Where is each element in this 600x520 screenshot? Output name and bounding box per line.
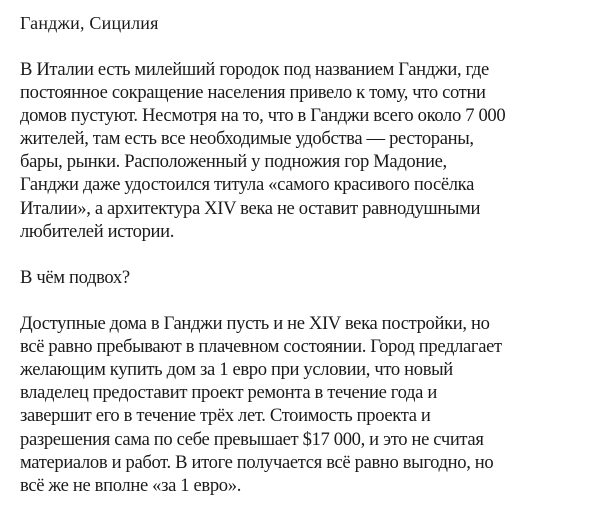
paragraph-line: постоянное сокращение населения привело к тому, что сотни — [20, 82, 486, 104]
paragraph-line: любителей истории. — [20, 220, 175, 242]
intro-paragraph — [20, 58, 595, 243]
paragraph-line: жителей, там есть все необходимые удобства — рестораны, — [20, 128, 474, 150]
article-title: Ганджи, Сицилия — [20, 13, 159, 33]
article — [20, 12, 595, 520]
catch-paragraph — [20, 312, 595, 497]
paragraph-line: всё же не вполне «за 1 евро». — [20, 474, 242, 496]
paragraph-line: желающим купить дом за 1 евро при условии, что новый — [20, 359, 453, 381]
paragraph-line: Ганджи даже удостоился титула «самого красивого посёлка — [20, 174, 474, 196]
paragraph-line: Доступные дома в Ганджи пусть и не XIV века постройки, но — [20, 313, 490, 335]
paragraph-line: материалов и работ. В итоге получается всё равно выгодно, но — [20, 451, 494, 473]
paragraph-line: всё равно пребывают в плачевном состоянии. Город предлагает — [20, 336, 502, 358]
paragraph-line: домов пустуют. Несмотря на то, что в Ганджи всего около 7 000 — [20, 105, 506, 127]
section-subheading: В чём подвох? — [20, 266, 130, 288]
paragraph-line: Италии», а архитектура XIV века не оставит равнодушными — [20, 197, 481, 219]
paragraph-line: В Италии есть милейший городок под названием Ганджи, где — [20, 59, 489, 80]
paragraph-line: бары, рынки. Расположенный у подножия гор Мадоние, — [20, 151, 447, 173]
paragraph-line: владелец предоставит проект ремонта в течение года и — [20, 382, 437, 404]
paragraph-line: разрешения сама по себе превышает $17 000, и это не считая — [20, 428, 484, 450]
paragraph-line: завершит его в течение трёх лет. Стоимость проекта и — [20, 405, 431, 427]
